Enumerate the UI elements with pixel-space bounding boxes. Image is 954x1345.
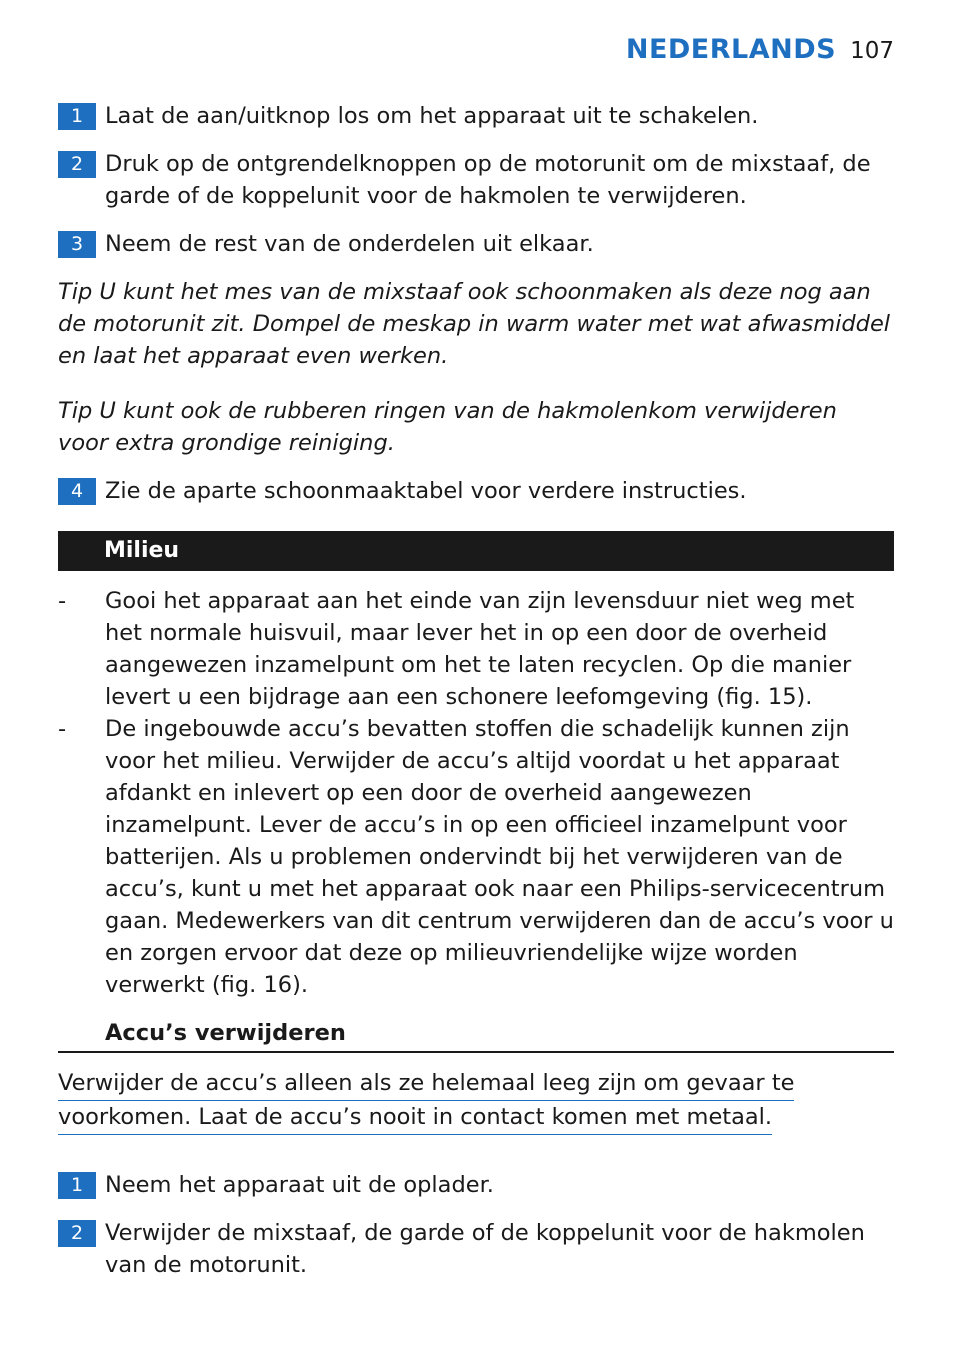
warning-line: Verwijder de accu’s alleen als ze helemaal leeg zijn om gevaar te <box>58 1067 794 1101</box>
dash-bullet: - <box>58 587 67 614</box>
step-4 <box>58 475 894 507</box>
tip-paragraph: Tip U kunt het mes van de mixstaaf ook schoonmaken als deze nog aan de motorunit zit. Dompel de meskap in warm water met wat afwasmiddel en laat het apparaat even werken. <box>58 279 891 369</box>
warning-text <box>58 1067 894 1135</box>
step-number-badge: 1 <box>58 103 96 130</box>
section-heading-milieu: Milieu <box>58 531 894 571</box>
step-3 <box>58 228 894 260</box>
list-item <box>58 713 894 1001</box>
page-content <box>58 100 894 1297</box>
step-text: Laat de aan/uitknop los om het apparaat uit te schakelen. <box>105 103 759 129</box>
step-number-badge: 1 <box>58 1172 96 1199</box>
milieu-list <box>58 585 894 1001</box>
step-text: Neem het apparaat uit de oplader. <box>105 1171 494 1198</box>
list-item-text: Gooi het apparaat aan het einde van zijn levensduur niet weg met het normale huisvuil, maar lever het in op een door de overheid aangewezen inzamelpunt om het te laten recyclen. Op die manier levert u een bijdrage aan een schonere leefomgeving (fig. 15). <box>105 587 855 710</box>
page-number: 107 <box>850 38 894 64</box>
step-1 <box>58 1169 894 1201</box>
step-text: Druk op de ontgrendelknoppen op de motorunit om de mixstaaf, de garde of de koppelunit voor de hakmolen te verwijderen. <box>105 151 871 209</box>
warning-line: voorkomen. Laat de accu’s nooit in contact komen met metaal. <box>58 1101 772 1135</box>
step-number-badge: 2 <box>58 1220 96 1247</box>
subheading-accu-verwijderen: Accu’s verwijderen <box>58 1017 894 1053</box>
dash-bullet: - <box>58 715 67 742</box>
step-number-badge: 4 <box>58 478 96 505</box>
step-1 <box>58 100 894 132</box>
step-text: Verwijder de mixstaaf, de garde of de koppelunit voor de hakmolen van de motorunit. <box>105 1219 865 1278</box>
list-item <box>58 585 894 713</box>
step-2 <box>58 1217 894 1281</box>
step-number-badge: 3 <box>58 231 96 258</box>
step-text: Zie de aparte schoonmaaktabel voor verdere instructies. <box>105 477 747 504</box>
step-2 <box>58 148 894 212</box>
page-header <box>626 34 894 65</box>
language-title: NEDERLANDS <box>625 34 837 65</box>
step-number-badge: 2 <box>58 151 96 178</box>
step-text: Neem de rest van de onderdelen uit elkaar. <box>105 231 594 257</box>
list-item-text: De ingebouwde accu’s bevatten stoffen die schadelijk kunnen zijn voor het milieu. Verwijder de accu’s altijd voordat u het apparaat afdankt en inlevert op een door de overheid aangewezen inzamelpunt. Lever de accu’s in op een officieel inzamelpunt voor batterijen. Als u problemen ondervindt bij het verwijderen van de accu’s, kunt u met het apparaat ook naar een Philips-servicecentrum gaan. Medewerkers van dit centrum verwijderen dan de accu’s voor u en zorgen ervoor dat deze op milieuvriendelijke wijze worden verwerkt (fig. 16). <box>105 715 894 998</box>
tip-paragraph: Tip U kunt ook de rubberen ringen van de hakmolenkom verwijderen voor extra grondige reiniging. <box>58 397 837 456</box>
